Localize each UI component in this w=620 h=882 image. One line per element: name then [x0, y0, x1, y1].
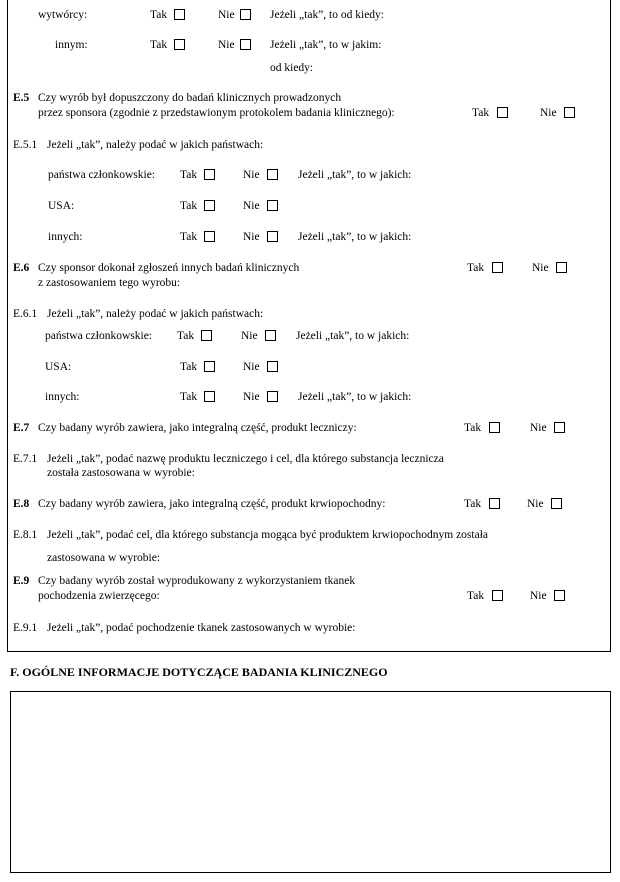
section-f-title: F. OGÓLNE INFORMACJE DOTYCZĄCE BADANIA KLINICZNEGO	[10, 665, 388, 679]
manufacturer-no-checkbox[interactable]	[240, 9, 251, 20]
e8-no-checkbox[interactable]	[551, 498, 562, 509]
yes-label: Tak	[150, 39, 168, 51]
yes-label: Tak	[180, 361, 198, 373]
e91-number: E.9.1	[13, 622, 38, 634]
e61-member-yes-checkbox[interactable]	[201, 330, 212, 341]
if-yes-which-label: Jeżeli „tak”, to w jakich:	[298, 169, 412, 181]
no-label: Nie	[243, 200, 260, 212]
e71-line1: Jeżeli „tak”, podać nazwę produktu leczniczego i cel, dla którego substancja lecznicza	[47, 453, 444, 465]
manufacturer-label: wytwórcy:	[38, 9, 88, 21]
e51-usa-label: USA:	[48, 200, 75, 212]
yes-label: Tak	[467, 262, 485, 274]
e5-yes-checkbox[interactable]	[497, 107, 508, 118]
e61-others-yes-checkbox[interactable]	[204, 391, 215, 402]
e8-yes-checkbox[interactable]	[489, 498, 500, 509]
e51-usa-yes-checkbox[interactable]	[204, 200, 215, 211]
e61-number: E.6.1	[13, 308, 38, 320]
yes-label: Tak	[472, 107, 490, 119]
e5-no-checkbox[interactable]	[564, 107, 575, 118]
other-yes-checkbox[interactable]	[174, 39, 185, 50]
e6-number: E.6	[13, 262, 30, 274]
e51-others-no-checkbox[interactable]	[267, 231, 278, 242]
e51-member-no-checkbox[interactable]	[267, 169, 278, 180]
if-yes-which-label: Jeżeli „tak”, to w jakich:	[298, 231, 412, 243]
no-label: Nie	[218, 39, 235, 51]
no-label: Nie	[530, 422, 547, 434]
yes-label: Tak	[180, 391, 198, 403]
e7-question: Czy badany wyrób zawiera, jako integralną część, produkt leczniczy:	[38, 422, 357, 434]
e61-others-no-checkbox[interactable]	[267, 391, 278, 402]
e51-number: E.5.1	[13, 139, 38, 151]
e51-others-yes-checkbox[interactable]	[204, 231, 215, 242]
e51-member-yes-checkbox[interactable]	[204, 169, 215, 180]
yes-label: Tak	[464, 422, 482, 434]
no-label: Nie	[243, 361, 260, 373]
e51-text: Jeżeli „tak”, należy podać w jakich państwach:	[47, 139, 264, 151]
e51-usa-no-checkbox[interactable]	[267, 200, 278, 211]
e6-question-line1: Czy sponsor dokonał zgłoszeń innych badań klinicznych	[38, 262, 300, 274]
e7-yes-checkbox[interactable]	[489, 422, 500, 433]
no-label: Nie	[532, 262, 549, 274]
if-yes-which-label: Jeżeli „tak”, to w jakich:	[296, 330, 410, 342]
e81-line2: zastosowana w wyrobie:	[47, 552, 161, 564]
e9-yes-checkbox[interactable]	[492, 590, 503, 601]
e5-question-line1: Czy wyrób był dopuszczony do badań klinicznych prowadzonych	[38, 92, 342, 104]
e61-others-label: innych:	[45, 391, 80, 403]
other-no-checkbox[interactable]	[240, 39, 251, 50]
e6-question-line2: z zastosowaniem tego wyrobu:	[38, 277, 181, 289]
if-yes-which-label: Jeżeli „tak”, to w jakim:	[270, 39, 382, 51]
e9-no-checkbox[interactable]	[554, 590, 565, 601]
e9-question-line1: Czy badany wyrób został wyprodukowany z wykorzystaniem tkanek	[38, 575, 356, 587]
since-when-label: od kiedy:	[270, 62, 314, 74]
yes-label: Tak	[177, 330, 195, 342]
no-label: Nie	[243, 231, 260, 243]
e9-number: E.9	[13, 575, 30, 587]
e5-question-line2: przez sponsora (zgodnie z przedstawionym protokolem badania klinicznego):	[38, 107, 395, 119]
no-label: Nie	[243, 169, 260, 181]
e61-text: Jeżeli „tak”, należy podać w jakich państwach:	[47, 308, 264, 320]
e5-number: E.5	[13, 92, 30, 104]
no-label: Nie	[530, 590, 547, 602]
e51-member-states-label: państwa członkowskie:	[48, 169, 155, 181]
yes-label: Tak	[180, 200, 198, 212]
e6-no-checkbox[interactable]	[556, 262, 567, 273]
e61-usa-no-checkbox[interactable]	[267, 361, 278, 372]
e81-line1: Jeżeli „tak”, podać cel, dla którego substancja mogąca być produktem krwiopochodnym została	[47, 529, 488, 541]
e91-text: Jeżeli „tak”, podać pochodzenie tkanek zastosowanych w wyrobie:	[47, 622, 356, 634]
other-label: innym:	[55, 39, 88, 51]
e61-member-states-label: państwa członkowskie:	[45, 330, 152, 342]
e8-question: Czy badany wyrób zawiera, jako integralną część, produkt krwiopochodny:	[38, 498, 386, 510]
e71-line2: została zastosowana w wyrobie:	[47, 467, 195, 479]
e61-usa-label: USA:	[45, 361, 72, 373]
e7-number: E.7	[13, 422, 30, 434]
yes-label: Tak	[180, 169, 198, 181]
if-yes-which-label: Jeżeli „tak”, to w jakich:	[298, 391, 412, 403]
no-label: Nie	[243, 391, 260, 403]
e6-yes-checkbox[interactable]	[492, 262, 503, 273]
yes-label: Tak	[467, 590, 485, 602]
yes-label: Tak	[464, 498, 482, 510]
no-label: Nie	[218, 9, 235, 21]
e51-others-label: innych:	[48, 231, 83, 243]
e8-number: E.8	[13, 498, 30, 510]
no-label: Nie	[527, 498, 544, 510]
section-f-answer-box[interactable]	[10, 691, 611, 873]
if-yes-since-label: Jeżeli „tak”, to od kiedy:	[270, 9, 385, 21]
e61-usa-yes-checkbox[interactable]	[204, 361, 215, 372]
e61-member-no-checkbox[interactable]	[265, 330, 276, 341]
e71-number: E.7.1	[13, 453, 38, 465]
no-label: Nie	[540, 107, 557, 119]
no-label: Nie	[241, 330, 258, 342]
e7-no-checkbox[interactable]	[554, 422, 565, 433]
manufacturer-yes-checkbox[interactable]	[174, 9, 185, 20]
e9-question-line2: pochodzenia zwierzęcego:	[38, 590, 160, 602]
yes-label: Tak	[150, 9, 168, 21]
yes-label: Tak	[180, 231, 198, 243]
e81-number: E.8.1	[13, 529, 38, 541]
